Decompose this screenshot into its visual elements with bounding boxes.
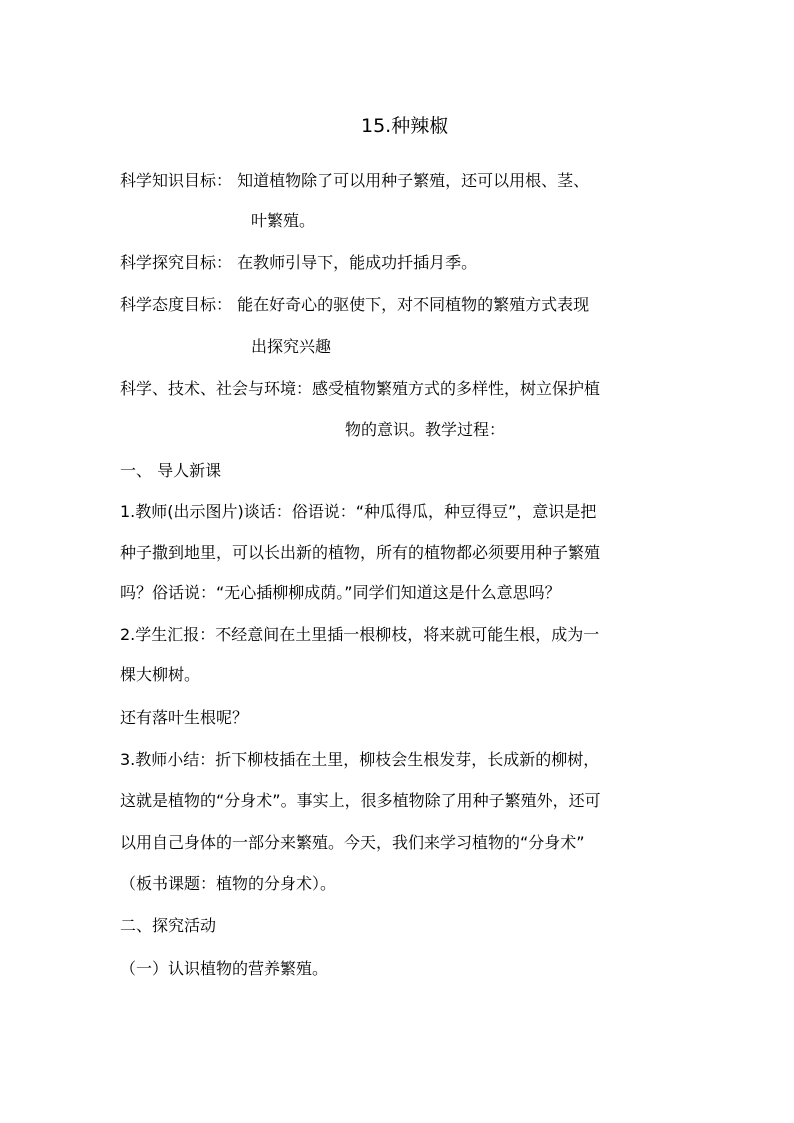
paragraph-line: 种子撒到地里，可以长出新的植物，所有的植物都必须要用种子繁殖 xyxy=(120,543,601,562)
paragraph-line: （板书课题：植物的分身术）。 xyxy=(120,874,337,893)
objective-knowledge-line-1: 科学知识目标： 知道植物除了可以用种子繁殖，还可以用根、茎、 xyxy=(120,171,590,190)
objective-knowledge-line-2: 叶繁殖。 xyxy=(251,211,316,230)
objective-sts-line-1: 科学、技术、社会与环境：感受植物繁殖方式的多样性，树立保护植 xyxy=(120,379,601,398)
objective-attitude-line-1: 科学态度目标： 能在好奇心的驱使下，对不同植物的繁殖方式表现 xyxy=(120,295,590,314)
paragraph-line: 棵大柳树。 xyxy=(120,665,201,684)
paragraph-line: 这就是植物的“分身术”。事实上，很多植物除了用种子繁殖外，还可 xyxy=(120,791,601,810)
paragraph-line: 以用自己身体的一部分来繁殖。今天，我们来学习植物的“分身术” xyxy=(120,833,585,852)
objective-attitude-line-2: 出探究兴趣 xyxy=(251,337,332,356)
paragraph-line: 吗？俗话说：“无心插柳柳成荫。”同学们知道这是什么意思吗？ xyxy=(120,583,561,602)
objective-sts-line-2: 物的意识。教学过程： xyxy=(345,420,506,439)
paragraph-line: 1.教师(出示图片)谈话：俗语说：“种瓜得瓜，种豆得豆”，意识是把 xyxy=(120,502,597,521)
section-heading-explore: 二、探究活动 xyxy=(120,916,217,935)
paragraph-line: 3.教师小结：折下柳枝插在土里，柳枝会生根发芽，长成新的柳树， xyxy=(120,750,600,769)
document-title: 15.种辣椒 xyxy=(361,115,449,137)
subsection-heading: （一）认识植物的营养繁殖。 xyxy=(120,959,329,978)
paragraph-line: 2.学生汇报：不经意间在土里插一根柳枝，将来就可能生根，成为一 xyxy=(120,625,600,644)
paragraph-line: 还有落叶生根呢？ xyxy=(120,708,249,727)
section-heading-intro: 一、 导人新课 xyxy=(120,461,222,480)
objective-inquiry-line: 科学探究目标： 在教师引导下，能成功扦插月季。 xyxy=(120,253,478,272)
